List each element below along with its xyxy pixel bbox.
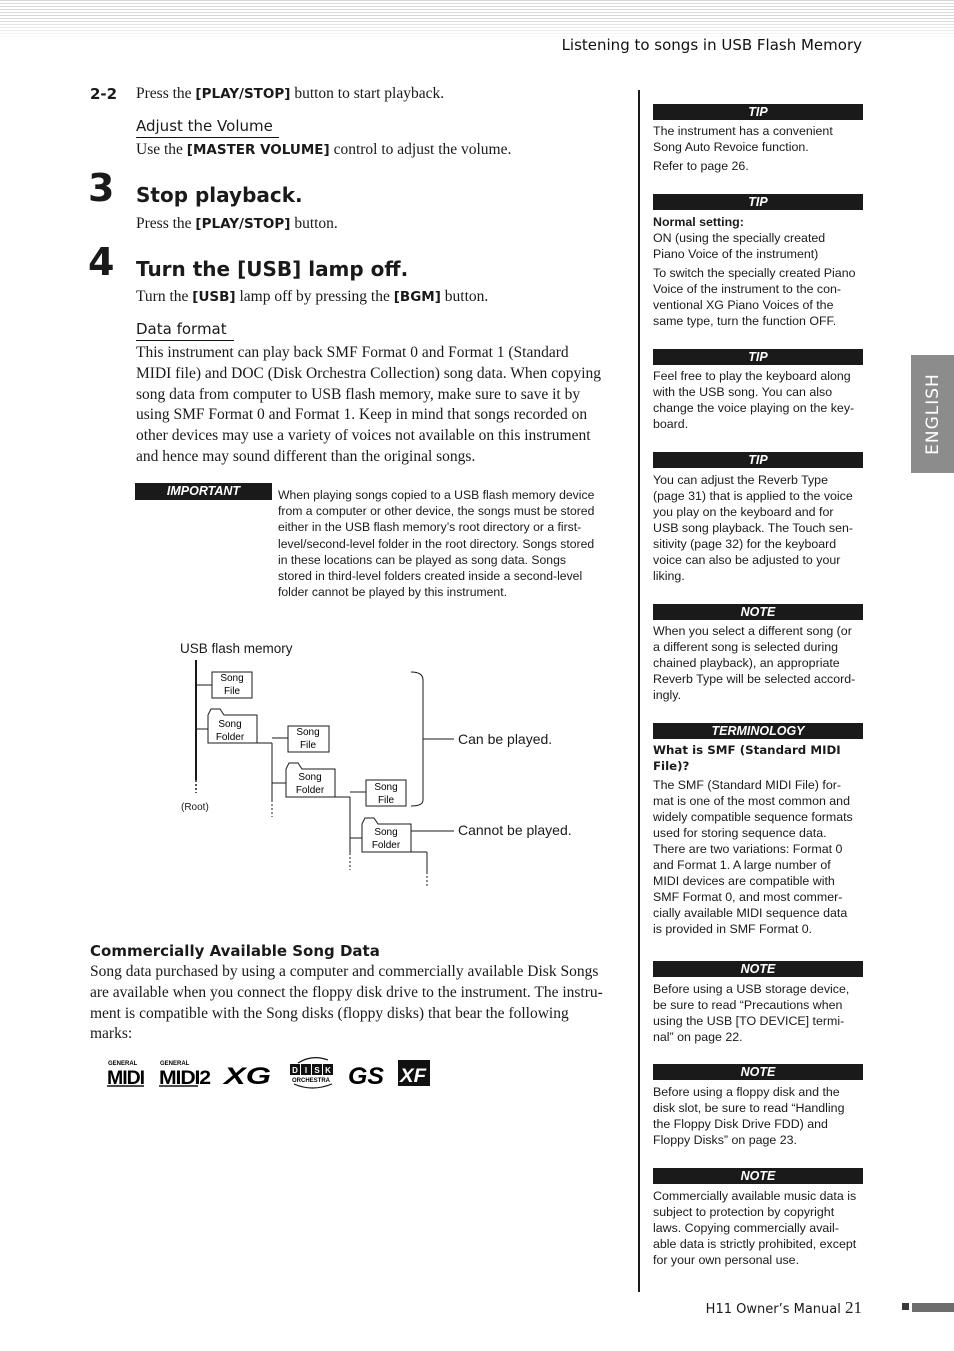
text-fragment: Turn the: [136, 288, 193, 305]
gm-logo: [107, 1061, 145, 1089]
text-fragment: button.: [290, 215, 338, 232]
data-format-paragraph: [136, 343, 626, 468]
important-label: IMPORTANT: [135, 483, 272, 500]
sidebar-text-terminology: What is SMF (Standard MIDI File)? The SMF (Standard MIDI File) for- mat is one of the most common and widely compatible sequence formats used for storing sequence data. There are two variations: Format 0 and Format 1. A large number of MIDI devices are compatible with SMF Format 0, and most commer- cially available MIDI sequence data is provided in SMF Format 0.: [653, 743, 853, 936]
xf-logo: [398, 1060, 430, 1087]
doc-letter: S: [314, 1066, 320, 1075]
xf-logo-text: XF: [398, 1066, 428, 1087]
paragraph-line: using SMF Format 0 and Format 1. Keep in mind that songs recorded on: [136, 406, 588, 424]
file-label: Song: [220, 673, 244, 684]
gm-logo-small-text: GENERAL: [108, 1061, 138, 1067]
compatibility-logos: [100, 1052, 440, 1096]
file-label: File: [377, 795, 395, 806]
key-usb: [USB]: [192, 289, 236, 305]
disk-orchestra-logo: [290, 1058, 333, 1088]
step-2-2-text: [136, 84, 444, 105]
file-label: Song: [374, 782, 398, 793]
gs-logo-text: GS: [348, 1063, 384, 1090]
gm2-logo-small-text: GENERAL: [160, 1061, 190, 1067]
language-tab-label: ENGLISH: [922, 373, 943, 455]
gm-logo-text: MIDI: [107, 1068, 145, 1089]
paragraph-line: ment is compatible with the Song disks (floppy disks) that bear the following: [90, 1004, 569, 1022]
important-line: level/second-level folder in the root directory. Songs stored: [278, 536, 595, 551]
subheading-adjust-volume: Adjust the Volume: [136, 117, 279, 138]
sidebar-text-tip-2: Normal setting: ON (using the specially created Piano Voice of the instrument) To switch the specially created Piano Voice of the instrument to the con- ventional XG Piano Voices of the same type, turn the function OFF.: [653, 215, 856, 328]
sidebar-text-note-2: Before using a USB storage device, be sure to read “Precautions when using the USB [TO DEVICE] termi- nal” on page 22.: [653, 982, 850, 1044]
important-text: [278, 487, 618, 600]
sidebar-text-note-3: Before using a floppy disk and the disk slot, be sure to read “Handling the Floppy Disk Drive FDD) and Floppy Disks” on page 23.: [653, 1085, 845, 1147]
footer-marker: [902, 1303, 909, 1310]
diagram-usb-label: USB flash memory: [180, 641, 293, 656]
paragraph-line: MIDI file) and DOC (Disk Orchestra Collection) song data. When copying: [136, 364, 602, 382]
running-header: Listening to songs in USB Flash Memory: [561, 36, 862, 54]
sidebar-label-tip-2: TIP: [653, 194, 863, 210]
gm2-logo: [159, 1061, 210, 1089]
cannot-be-played-label: Cannot be played.: [458, 822, 572, 838]
subheading-commercial-song-data: Commercially Available Song Data: [90, 942, 380, 960]
doc-letter: K: [325, 1066, 331, 1075]
step-number-3: 3: [88, 166, 115, 210]
sidebar-label-note-2: NOTE: [653, 961, 863, 977]
sidebar-label-tip-1: TIP: [653, 104, 863, 120]
footer: [706, 1298, 862, 1318]
doc-letter: I: [304, 1066, 308, 1075]
key-play-stop: [PLAY/STOP]: [195, 216, 291, 232]
important-line: either in the USB flash memory’s root directory or a first-: [278, 520, 582, 535]
sidebar-label-terminology: TERMINOLOGY: [653, 723, 863, 739]
language-tab: [911, 355, 954, 473]
folder-label: Song: [374, 827, 398, 838]
doc-logo-subtext: ORCHESTRA: [291, 1078, 331, 1084]
folder-label: Folder: [215, 732, 245, 743]
sidebar-text-note-1: When you select a different song (or a different song is selected during chained playback), an appropriate Reverb Type will be selected accord- ingly.: [653, 624, 856, 702]
important-line: in these locations can be played as song data. Songs: [278, 552, 566, 567]
folder-label: Song: [298, 772, 322, 783]
text-fragment: lamp off by pressing the: [235, 288, 394, 305]
header-stripes: [0, 0, 954, 40]
folder-label: Folder: [295, 785, 325, 796]
text-fragment: button to start playback.: [290, 85, 445, 102]
important-line: stored in third-level folders created inside a second-level: [278, 569, 583, 584]
sidebar-label-tip-3: TIP: [653, 349, 863, 365]
file-label: Song: [296, 727, 320, 738]
gs-logo: [348, 1063, 384, 1090]
step-4-text: [136, 287, 488, 308]
sidebar-label-note-3: NOTE: [653, 1064, 863, 1080]
text-fragment: button.: [440, 288, 489, 305]
footer-bar: [912, 1303, 954, 1312]
step-3-text: [136, 214, 338, 235]
text-fragment: Press the: [136, 215, 196, 232]
paragraph-line: are available when you connect the floppy disk drive to the instrument. The instru-: [90, 983, 603, 1001]
commercial-paragraph: [90, 962, 630, 1045]
paragraph-line: song data from computer to USB flash memory, make sure to save it by: [136, 385, 581, 403]
doc-letter: D: [292, 1066, 298, 1075]
folder-structure-diagram: [0, 630, 640, 900]
paragraph-line: This instrument can play back SMF Format 0 and Format 1 (Standard: [136, 344, 569, 361]
important-line: from a computer or other device, the songs must be stored: [278, 504, 595, 519]
step-number-2-2: 2-2: [90, 85, 118, 103]
xg-logo-text: XG: [221, 1063, 271, 1090]
sidebar-text-tip-1: The instrument has a convenient Song Auto Revoice function. Refer to page 26.: [653, 124, 833, 173]
column-divider: [638, 90, 640, 1292]
key-master-volume: [MASTER VOLUME]: [186, 142, 330, 158]
page-number: 21: [845, 1298, 862, 1317]
important-line: When playing songs copied to a USB flash memory device: [278, 488, 595, 502]
paragraph-line: and hence may sound different than the original songs.: [136, 447, 476, 465]
footer-manual-title: H11 Owner’s Manual: [705, 1302, 841, 1317]
text-fragment: Use the: [136, 141, 187, 158]
text-fragment: control to adjust the volume.: [329, 141, 512, 158]
file-label: File: [223, 686, 241, 697]
key-bgm: [BGM]: [393, 289, 441, 305]
diagram-root-label: (Root): [181, 802, 209, 813]
sidebar-label-note-1: NOTE: [653, 604, 863, 620]
step-number-4: 4: [88, 240, 115, 284]
key-play-stop: [PLAY/STOP]: [195, 86, 291, 102]
important-line: folder cannot be played by this instrument.: [278, 585, 507, 600]
adjust-volume-text: [136, 140, 511, 161]
sidebar-text-tip-4: You can adjust the Reverb Type (page 31) that is applied to the voice you play on the keyboard and for USB song playback. The Touch sen- sitivity (page 32) for the keyboard voice can also be adjusted to your liking.: [653, 473, 853, 583]
playable-bracket: [411, 672, 423, 806]
sidebar-label-tip-4: TIP: [653, 452, 863, 468]
text-fragment: Press the: [136, 85, 196, 102]
file-label: File: [299, 740, 317, 751]
paragraph-line: other devices may use a variety of voices not available on this instrument: [136, 427, 591, 445]
step-4-heading: Turn the [USB] lamp off.: [136, 257, 409, 281]
paragraph-line: marks:: [90, 1025, 133, 1043]
folder-label: Folder: [371, 840, 401, 851]
paragraph-line: Song data purchased by using a computer and commercially available Disk Songs: [90, 963, 599, 980]
sidebar-label-note-4: NOTE: [653, 1168, 863, 1184]
sidebar-text-note-4: Commercially available music data is subject to protection by copyright laws. Copying commercially avail- able data is strictly prohibited, except for your own personal use.: [653, 1189, 857, 1267]
subheading-data-format: Data format: [136, 320, 234, 341]
folder-label: Song: [218, 719, 242, 730]
step-3-heading: Stop playback.: [136, 183, 303, 207]
gm2-logo-text: MIDI2: [159, 1068, 211, 1089]
sidebar-text-tip-3: Feel free to play the keyboard along with the USB song. You can also change the voice playing on the key- board.: [653, 369, 855, 431]
xg-logo: [221, 1063, 271, 1090]
can-be-played-label: Can be played.: [458, 731, 553, 747]
